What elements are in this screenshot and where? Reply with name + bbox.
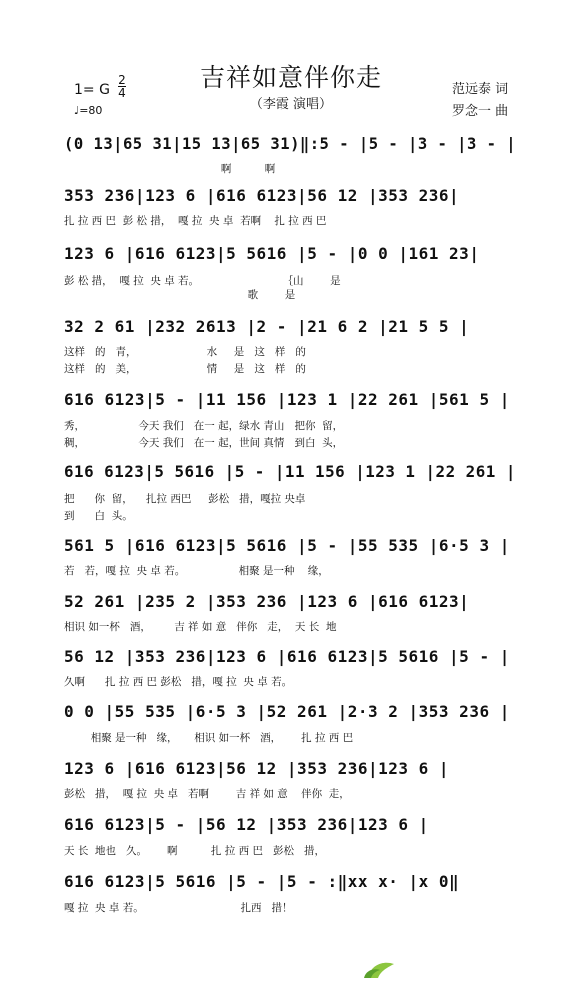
lyrics-line: 嘎 拉 央 卓 若。 扎西 措！ [64,902,293,914]
lyrics-line: 相聚 是一种 缘， 相识 如一杯 酒， 扎 拉 西 巴 [64,732,354,744]
lyrics-line: 扎 拉 西 巴 彭 松 措， 嘎 拉 央 卓 若啊 扎 拉 西 巴 [64,215,327,227]
notes-line: 616 6123|5 - |11 156 |123 1 |22 261 |561 5 | [64,390,510,409]
notes-line: 616 6123|5 5616 |5 - |11 156 |123 1 |22 261 | [64,462,516,481]
lyrics-line: 若 若，嘎 拉 央 卓 若。 相聚 是一种 缘， [64,565,329,577]
notes-line: 56 12 |353 236|123 6 |616 6123|5 5616 |5 - | [64,647,510,666]
time-signature-top: 2 [118,73,126,87]
notes-line: 561 5 |616 6123|5 5616 |5 - |55 535 |6·5 3 | [64,536,510,555]
notes-line: 616 6123|5 5616 |5 - |5 - :‖xx x· |x 0‖ [64,872,460,891]
lyrics-line: 彭 松 措， 嘎 拉 央 卓 若。 ｛山 是 [64,275,341,287]
lyrics-line: 把 你 留， 扎拉 西巴 彭松 措，嘎拉 央卓 [64,493,306,505]
composer-credit: 罗念一 曲 [452,104,509,119]
notes-line: 616 6123|5 - |56 12 |353 236|123 6 | [64,815,429,834]
song-title: 吉祥如意伴你走 [199,63,382,92]
tempo-marking: ♩=80 [74,104,103,117]
notes-line: 353 236|123 6 |616 6123|56 12 |353 236| [64,186,460,205]
notes-line: 52 261 |235 2 |353 236 |123 6 |616 6123| [64,592,470,611]
lyrics-line: 秀， 今天 我们 在一 起，绿水 青山 把你 留， [64,420,344,432]
notes-line: 123 6 |616 6123|56 12 |353 236|123 6 | [64,759,450,778]
lyrics-line-verse-2: 这样 的 美， 情 是 这 样 的 [64,363,306,375]
key-signature: 1= G [74,82,110,98]
lyricist-credit: 范远泰 词 [452,82,509,97]
leaf-logo-icon [360,956,400,978]
notes-line: 32 2 61 |232 2613 |2 - |21 6 2 |21 5 5 | [64,317,470,336]
lyrics-line: 相识 如一杯 酒， 吉 祥 如 意 伴你 走， 天 长 地 [64,621,337,633]
time-signature-bottom: 4 [118,86,126,100]
lyrics-line: 啊 啊 [64,163,276,175]
notes-line: 0 0 |55 535 |6·5 3 |52 261 |2·3 2 |353 236 | [64,702,510,721]
notes-line: (0 13|65 31|15 13|65 31)‖:5 - |5 - |3 - |3 - | [64,134,517,153]
lyrics-line: 久啊 扎 拉 西 巴 彭松 措，嘎 拉 央 卓 若。 [64,676,293,688]
lyrics-line: 这样 的 青， 水 是 这 样 的 [64,346,306,358]
lyrics-line: 天 长 地也 久。 啊 扎 拉 西 巴 彭松 措， [64,845,325,857]
notes-line: 123 6 |616 6123|5 5616 |5 - |0 0 |161 23| [64,244,480,263]
lyrics-line-verse-2: 歌 是 [64,289,296,301]
lyrics-line-verse-2: 稠， 今天 我们 在一 起，世间 真情 到白 头， [64,437,344,449]
singer-credit: （李霞 演唱） [249,97,333,112]
lyrics-line: 彭松 措， 嘎 拉 央 卓 若啊 吉 祥 如 意 伴你 走， [64,788,350,800]
lyrics-line-verse-2: 到 白 头。 [64,510,133,522]
time-signature [117,74,127,99]
